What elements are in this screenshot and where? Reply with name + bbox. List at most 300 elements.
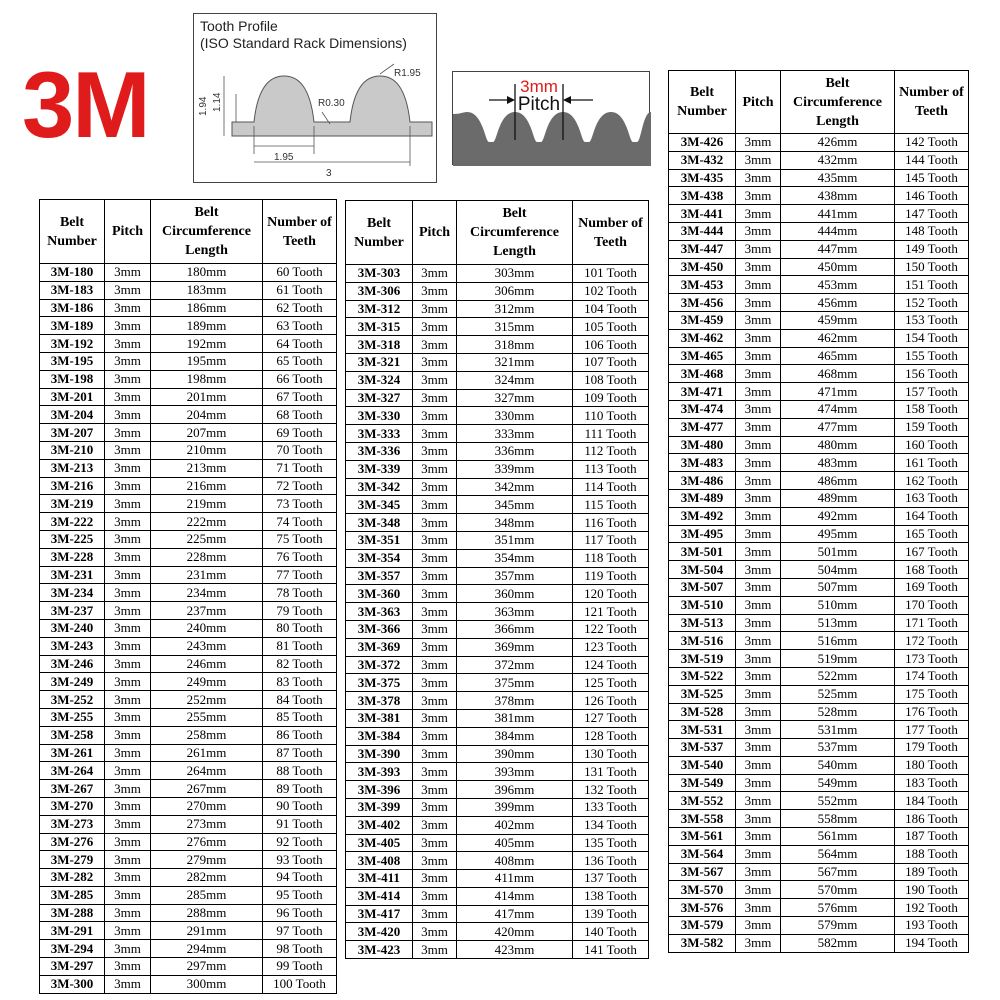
length-cell: 465mm [781, 347, 895, 365]
pitch-cell: 3mm [413, 763, 457, 781]
pitch-cell: 3mm [413, 265, 457, 283]
length-cell: 207mm [151, 424, 263, 442]
length-cell: 267mm [151, 780, 263, 798]
teeth-cell: 122 Tooth [573, 620, 649, 638]
teeth-cell: 159 Tooth [895, 418, 969, 436]
belt-number-cell: 3M-441 [669, 205, 736, 223]
table-row [346, 870, 649, 888]
pitch-cell: 3mm [413, 531, 457, 549]
length-cell: 183mm [151, 281, 263, 299]
table-row [346, 496, 649, 514]
length-cell: 426mm [781, 134, 895, 152]
belt-number-cell: 3M-579 [669, 917, 736, 935]
pitch-cell: 3mm [736, 418, 781, 436]
teeth-cell: 193 Tooth [895, 917, 969, 935]
pitch-cell: 3mm [105, 566, 151, 584]
teeth-cell: 177 Tooth [895, 721, 969, 739]
length-cell: 447mm [781, 240, 895, 258]
pitch-cell: 3mm [736, 543, 781, 561]
teeth-cell: 138 Tooth [573, 887, 649, 905]
length-cell: 528mm [781, 703, 895, 721]
teeth-cell: 171 Tooth [895, 614, 969, 632]
teeth-cell: 145 Tooth [895, 169, 969, 187]
length-cell: 291mm [151, 922, 263, 940]
teeth-cell: 112 Tooth [573, 442, 649, 460]
table-row [40, 673, 337, 691]
length-cell: 363mm [457, 603, 573, 621]
teeth-cell: 127 Tooth [573, 709, 649, 727]
length-cell: 579mm [781, 917, 895, 935]
table-row [346, 603, 649, 621]
teeth-cell: 162 Tooth [895, 472, 969, 490]
belt-number-cell: 3M-537 [669, 739, 736, 757]
table-row [40, 352, 337, 370]
teeth-cell: 98 Tooth [263, 940, 337, 958]
table-row [669, 863, 969, 881]
teeth-cell: 64 Tooth [263, 335, 337, 353]
pitch-cell: 3mm [105, 370, 151, 388]
table-row [346, 549, 649, 567]
tooth-profile-title-line2: (ISO Standard Rack Dimensions) [200, 35, 407, 51]
pitch-cell: 3mm [736, 472, 781, 490]
teeth-cell: 82 Tooth [263, 655, 337, 673]
length-cell: 219mm [151, 495, 263, 513]
pitch-cell: 3mm [413, 941, 457, 959]
pitch-cell: 3mm [736, 614, 781, 632]
pitch-cell: 3mm [105, 335, 151, 353]
belt-number-cell: 3M-501 [669, 543, 736, 561]
belt-number-cell: 3M-234 [40, 584, 105, 602]
pitch-cell: 3mm [413, 603, 457, 621]
belt-number-cell: 3M-333 [346, 425, 413, 443]
teeth-cell: 192 Tooth [895, 899, 969, 917]
pitch-cell: 3mm [736, 685, 781, 703]
teeth-cell: 154 Tooth [895, 329, 969, 347]
length-cell: 327mm [457, 389, 573, 407]
belt-number-cell: 3M-477 [669, 418, 736, 436]
teeth-cell: 94 Tooth [263, 869, 337, 887]
header-belt-number: Belt Number [40, 200, 105, 264]
length-cell: 180mm [151, 264, 263, 282]
belt-number-cell: 3M-300 [40, 975, 105, 993]
pitch-cell: 3mm [105, 762, 151, 780]
table-row [669, 774, 969, 792]
teeth-cell: 109 Tooth [573, 389, 649, 407]
header-belt-number: Belt Number [669, 71, 736, 134]
teeth-cell: 183 Tooth [895, 774, 969, 792]
teeth-cell: 153 Tooth [895, 311, 969, 329]
teeth-cell: 97 Tooth [263, 922, 337, 940]
pitch-cell: 3mm [736, 739, 781, 757]
pitch-cell: 3mm [736, 774, 781, 792]
length-cell: 213mm [151, 459, 263, 477]
pitch-cell: 3mm [736, 810, 781, 828]
teeth-cell: 85 Tooth [263, 708, 337, 726]
length-cell: 477mm [781, 418, 895, 436]
length-cell: 474mm [781, 400, 895, 418]
table-row [40, 958, 337, 976]
table-row [669, 543, 969, 561]
belt-number-cell: 3M-564 [669, 845, 736, 863]
belt-number-cell: 3M-402 [346, 816, 413, 834]
length-cell: 243mm [151, 637, 263, 655]
teeth-cell: 123 Tooth [573, 638, 649, 656]
teeth-cell: 124 Tooth [573, 656, 649, 674]
pitch-cell: 3mm [105, 975, 151, 993]
length-cell: 192mm [151, 335, 263, 353]
pitch-belt-shape [453, 112, 651, 166]
length-cell: 567mm [781, 863, 895, 881]
length-cell: 516mm [781, 632, 895, 650]
belt-number-cell: 3M-489 [669, 489, 736, 507]
pitch-cell: 3mm [736, 311, 781, 329]
pitch-dimension-label: 3 [326, 168, 332, 179]
length-cell: 468mm [781, 365, 895, 383]
pitch-cell: 3mm [413, 318, 457, 336]
pitch-cell: 3mm [736, 329, 781, 347]
belt-number-cell: 3M-366 [346, 620, 413, 638]
belt-number-cell: 3M-210 [40, 441, 105, 459]
pitch-cell: 3mm [413, 300, 457, 318]
belt-number-cell: 3M-270 [40, 797, 105, 815]
belt-number-cell: 3M-474 [669, 400, 736, 418]
belt-number-cell: 3M-363 [346, 603, 413, 621]
root-radius-label: R0.30 [318, 98, 345, 109]
length-cell: 231mm [151, 566, 263, 584]
pitch-cell: 3mm [736, 792, 781, 810]
table-row [40, 264, 337, 282]
belt-number-cell: 3M-369 [346, 638, 413, 656]
teeth-cell: 175 Tooth [895, 685, 969, 703]
belt-number-cell: 3M-507 [669, 578, 736, 596]
tip-radius-label: R1.95 [394, 68, 421, 79]
belt-number-cell: 3M-480 [669, 436, 736, 454]
belt-number-cell: 3M-486 [669, 472, 736, 490]
teeth-cell: 189 Tooth [895, 863, 969, 881]
length-cell: 321mm [457, 353, 573, 371]
length-cell: 501mm [781, 543, 895, 561]
pitch-cell: 3mm [105, 673, 151, 691]
belt-number-cell: 3M-570 [669, 881, 736, 899]
length-cell: 564mm [781, 845, 895, 863]
pitch-cell: 3mm [105, 744, 151, 762]
pitch-cell: 3mm [736, 650, 781, 668]
pitch-cell: 3mm [413, 816, 457, 834]
length-cell: 318mm [457, 336, 573, 354]
length-cell: 417mm [457, 905, 573, 923]
length-cell: 330mm [457, 407, 573, 425]
pitch-cell: 3mm [413, 905, 457, 923]
table-row [40, 780, 337, 798]
pitch-cell: 3mm [736, 578, 781, 596]
pitch-cell: 3mm [105, 530, 151, 548]
table-row [346, 425, 649, 443]
belt-number-cell: 3M-327 [346, 389, 413, 407]
pitch-cell: 3mm [413, 282, 457, 300]
length-cell: 279mm [151, 851, 263, 869]
teeth-cell: 132 Tooth [573, 781, 649, 799]
teeth-cell: 88 Tooth [263, 762, 337, 780]
teeth-cell: 77 Tooth [263, 566, 337, 584]
teeth-cell: 121 Tooth [573, 603, 649, 621]
teeth-cell: 172 Tooth [895, 632, 969, 650]
teeth-cell: 66 Tooth [263, 370, 337, 388]
length-cell: 492mm [781, 507, 895, 525]
length-cell: 288mm [151, 904, 263, 922]
teeth-cell: 165 Tooth [895, 525, 969, 543]
belt-number-cell: 3M-243 [40, 637, 105, 655]
teeth-cell: 168 Tooth [895, 561, 969, 579]
length-cell: 414mm [457, 887, 573, 905]
belt-number-cell: 3M-354 [346, 549, 413, 567]
teeth-cell: 104 Tooth [573, 300, 649, 318]
pitch-cell: 3mm [105, 441, 151, 459]
belt-number-cell: 3M-228 [40, 548, 105, 566]
table-row [40, 726, 337, 744]
length-cell: 255mm [151, 708, 263, 726]
length-cell: 462mm [781, 329, 895, 347]
pitch-cell: 3mm [413, 745, 457, 763]
table-row [669, 632, 969, 650]
teeth-cell: 72 Tooth [263, 477, 337, 495]
length-cell: 186mm [151, 299, 263, 317]
pitch-cell: 3mm [105, 281, 151, 299]
teeth-cell: 74 Tooth [263, 513, 337, 531]
table-row [669, 507, 969, 525]
table-row [346, 674, 649, 692]
length-cell: 453mm [781, 276, 895, 294]
belt-number-cell: 3M-447 [669, 240, 736, 258]
pitch-cell: 3mm [413, 425, 457, 443]
table-row [669, 561, 969, 579]
length-cell: 264mm [151, 762, 263, 780]
belt-number-cell: 3M-423 [346, 941, 413, 959]
length-cell: 216mm [151, 477, 263, 495]
length-cell: 444mm [781, 222, 895, 240]
pitch-cell: 3mm [413, 834, 457, 852]
belt-number-cell: 3M-252 [40, 691, 105, 709]
length-cell: 549mm [781, 774, 895, 792]
table-row [40, 922, 337, 940]
table-row [669, 134, 969, 152]
length-cell: 366mm [457, 620, 573, 638]
length-cell: 345mm [457, 496, 573, 514]
length-cell: 411mm [457, 870, 573, 888]
table-row [40, 495, 337, 513]
belt-number-cell: 3M-465 [669, 347, 736, 365]
pitch-cell: 3mm [105, 584, 151, 602]
belt-number-cell: 3M-513 [669, 614, 736, 632]
table-row [669, 845, 969, 863]
table-row [40, 513, 337, 531]
belt-number-cell: 3M-450 [669, 258, 736, 276]
belt-number-cell: 3M-267 [40, 780, 105, 798]
belt-number-cell: 3M-312 [346, 300, 413, 318]
belt-number-cell: 3M-576 [669, 899, 736, 917]
table-row [346, 816, 649, 834]
length-cell: 294mm [151, 940, 263, 958]
header-teeth: Number of Teeth [895, 71, 969, 134]
teeth-cell: 84 Tooth [263, 691, 337, 709]
length-cell: 582mm [781, 934, 895, 952]
pitch-cell: 3mm [413, 781, 457, 799]
table-row [669, 187, 969, 205]
pitch-cell: 3mm [413, 674, 457, 692]
pitch-cell: 3mm [736, 347, 781, 365]
belt-number-cell: 3M-303 [346, 265, 413, 283]
table-row [40, 975, 337, 993]
pitch-drawing [453, 72, 651, 166]
table-row [346, 318, 649, 336]
pitch-cell: 3mm [736, 756, 781, 774]
table-row [669, 240, 969, 258]
belt-number-cell: 3M-495 [669, 525, 736, 543]
teeth-cell: 60 Tooth [263, 264, 337, 282]
belt-number-cell: 3M-189 [40, 317, 105, 335]
tooth-profile-title [200, 18, 407, 52]
pitch-cell: 3mm [736, 294, 781, 312]
belt-number-cell: 3M-222 [40, 513, 105, 531]
belt-number-cell: 3M-393 [346, 763, 413, 781]
tooth-profile-title-line1: Tooth Profile [200, 18, 278, 34]
teeth-cell: 147 Tooth [895, 205, 969, 223]
belt-number-cell: 3M-291 [40, 922, 105, 940]
total-height-label: 1.94 [198, 96, 209, 116]
length-cell: 408mm [457, 852, 573, 870]
header-belt-number: Belt Number [346, 201, 413, 265]
teeth-cell: 111 Tooth [573, 425, 649, 443]
table-row [669, 472, 969, 490]
pitch-cell: 3mm [736, 899, 781, 917]
header-pitch: Pitch [105, 200, 151, 264]
teeth-cell: 167 Tooth [895, 543, 969, 561]
belt-number-cell: 3M-492 [669, 507, 736, 525]
table-row [346, 638, 649, 656]
table-row [346, 460, 649, 478]
length-cell: 348mm [457, 514, 573, 532]
teeth-cell: 92 Tooth [263, 833, 337, 851]
pitch-cell: 3mm [736, 454, 781, 472]
teeth-cell: 89 Tooth [263, 780, 337, 798]
table-header-row [669, 71, 969, 134]
table-row [346, 336, 649, 354]
pitch-cell: 3mm [736, 436, 781, 454]
teeth-cell: 137 Tooth [573, 870, 649, 888]
table-row [346, 941, 649, 959]
pitch-cell: 3mm [736, 134, 781, 152]
table-row [346, 923, 649, 941]
belt-number-cell: 3M-444 [669, 222, 736, 240]
teeth-cell: 150 Tooth [895, 258, 969, 276]
table-row [40, 530, 337, 548]
belt-number-cell: 3M-417 [346, 905, 413, 923]
length-cell: 336mm [457, 442, 573, 460]
teeth-cell: 113 Tooth [573, 460, 649, 478]
belt-number-cell: 3M-582 [669, 934, 736, 952]
teeth-cell: 61 Tooth [263, 281, 337, 299]
belt-number-cell: 3M-345 [346, 496, 413, 514]
pitch-cell: 3mm [413, 514, 457, 532]
table-row [346, 567, 649, 585]
belt-number-cell: 3M-516 [669, 632, 736, 650]
pitch-cell: 3mm [736, 205, 781, 223]
length-cell: 198mm [151, 370, 263, 388]
teeth-cell: 99 Tooth [263, 958, 337, 976]
table-row [40, 477, 337, 495]
pitch-cell: 3mm [413, 496, 457, 514]
table-row [346, 620, 649, 638]
length-cell: 222mm [151, 513, 263, 531]
pitch-cell: 3mm [105, 548, 151, 566]
pitch-cell: 3mm [413, 727, 457, 745]
pitch-cell: 3mm [413, 442, 457, 460]
table-row [669, 739, 969, 757]
table-row [669, 294, 969, 312]
table-row [346, 300, 649, 318]
tooth-profile-diagram [193, 13, 437, 183]
teeth-cell: 152 Tooth [895, 294, 969, 312]
teeth-cell: 95 Tooth [263, 886, 337, 904]
table-row [40, 548, 337, 566]
teeth-cell: 78 Tooth [263, 584, 337, 602]
teeth-cell: 149 Tooth [895, 240, 969, 258]
teeth-cell: 133 Tooth [573, 798, 649, 816]
header-pitch: Pitch [413, 201, 457, 265]
length-cell: 519mm [781, 650, 895, 668]
table-row [40, 406, 337, 424]
teeth-cell: 140 Tooth [573, 923, 649, 941]
tooth-height-label: 1.14 [212, 92, 223, 112]
length-cell: 369mm [457, 638, 573, 656]
table-row [346, 656, 649, 674]
belt-number-cell: 3M-339 [346, 460, 413, 478]
length-cell: 561mm [781, 828, 895, 846]
teeth-cell: 194 Tooth [895, 934, 969, 952]
belt-number-cell: 3M-396 [346, 781, 413, 799]
teeth-cell: 141 Tooth [573, 941, 649, 959]
belt-number-cell: 3M-240 [40, 619, 105, 637]
length-cell: 483mm [781, 454, 895, 472]
table-row [346, 407, 649, 425]
belt-number-cell: 3M-435 [669, 169, 736, 187]
teeth-cell: 116 Tooth [573, 514, 649, 532]
table-row [40, 708, 337, 726]
belt-number-cell: 3M-468 [669, 365, 736, 383]
table-row [669, 365, 969, 383]
length-cell: 399mm [457, 798, 573, 816]
belt-number-cell: 3M-294 [40, 940, 105, 958]
pitch-cell: 3mm [105, 602, 151, 620]
header-pitch: Pitch [736, 71, 781, 134]
teeth-cell: 139 Tooth [573, 905, 649, 923]
table-row [40, 869, 337, 887]
length-cell: 375mm [457, 674, 573, 692]
teeth-cell: 163 Tooth [895, 489, 969, 507]
teeth-cell: 120 Tooth [573, 585, 649, 603]
length-cell: 300mm [151, 975, 263, 993]
table-row [669, 650, 969, 668]
table-row [346, 798, 649, 816]
length-cell: 420mm [457, 923, 573, 941]
table-row [346, 531, 649, 549]
teeth-cell: 115 Tooth [573, 496, 649, 514]
belt-number-cell: 3M-483 [669, 454, 736, 472]
teeth-cell: 179 Tooth [895, 739, 969, 757]
length-cell: 303mm [457, 265, 573, 283]
length-cell: 396mm [457, 781, 573, 799]
length-cell: 204mm [151, 406, 263, 424]
table-row [346, 727, 649, 745]
